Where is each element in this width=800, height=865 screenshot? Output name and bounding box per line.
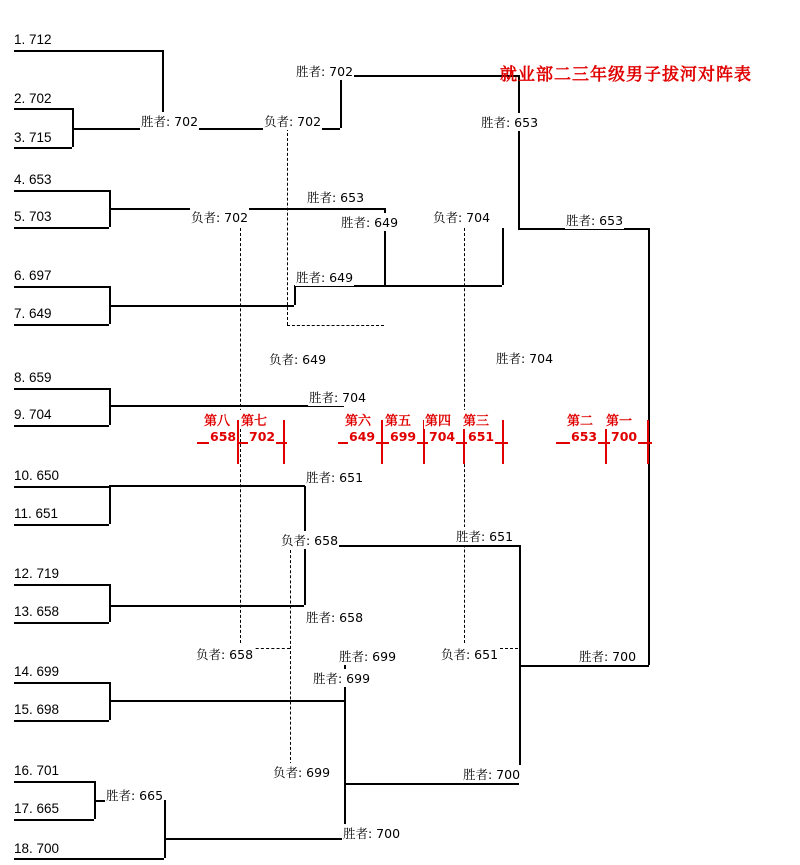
match-result-label: 胜者: 653 (481, 115, 539, 130)
seed-entry: 8. 659 (14, 370, 52, 385)
bracket-line-horizontal (14, 147, 72, 149)
bracket-line-horizontal (14, 720, 109, 722)
match-result-label: 胜者: 649 (296, 270, 354, 285)
seed-entry: 13. 658 (14, 604, 60, 619)
rank-name: 第二 (566, 410, 594, 429)
bracket-line-horizontal (109, 605, 304, 607)
rank-team-number: 649 (349, 429, 376, 444)
seed-entry: 4. 653 (14, 172, 52, 187)
match-result-label: 胜者: 699 (339, 649, 397, 664)
match-result-label: 负者: 658 (281, 533, 339, 548)
seed-entry: 1. 712 (14, 32, 52, 47)
bracket-line-dashed-vertical (290, 545, 291, 765)
bracket-line-vertical (294, 285, 296, 305)
bracket-line-dashed-vertical (240, 228, 241, 648)
match-result-label: 负者: 702 (191, 210, 249, 225)
seed-entry: 17. 665 (14, 801, 60, 816)
match-result-label: 胜者: 651 (306, 470, 364, 485)
seed-entry: 2. 702 (14, 91, 52, 106)
match-result-label: 负者: 649 (269, 352, 327, 367)
bracket-line-horizontal (109, 700, 344, 702)
rank-name: 第八 (203, 410, 231, 429)
bracket-line-horizontal (344, 783, 519, 785)
bracket-line-horizontal (384, 285, 502, 287)
bracket-line-horizontal (340, 75, 518, 77)
seed-entry: 18. 700 (14, 841, 60, 856)
seed-entry: 7. 649 (14, 306, 52, 321)
match-result-label: 负者: 704 (433, 210, 491, 225)
match-result-label: 胜者: 651 (456, 529, 514, 544)
match-result-label: 胜者: 653 (566, 213, 624, 228)
match-result-label: 胜者: 700 (343, 826, 401, 841)
match-result-label: 胜者: 699 (313, 671, 371, 686)
match-result-label: 胜者: 702 (141, 114, 199, 129)
bracket-line-horizontal (14, 108, 72, 110)
seed-entry: 10. 650 (14, 468, 60, 483)
match-result-label: 负者: 651 (441, 647, 499, 662)
bracket-line-horizontal (14, 324, 109, 326)
bracket-line-vertical (304, 545, 306, 605)
bracket-line-horizontal (14, 486, 109, 488)
bracket-line-vertical (519, 545, 521, 665)
rank-team-number: 702 (249, 429, 276, 444)
rank-divider-tick (502, 420, 504, 464)
bracket-line-horizontal (519, 665, 649, 667)
rank-team-number: 658 (210, 429, 237, 444)
bracket-line-horizontal (14, 425, 109, 427)
bracket-line-vertical (72, 108, 74, 147)
bracket-line-vertical (109, 584, 111, 622)
seed-entry: 14. 699 (14, 664, 60, 679)
match-result-label: 胜者: 704 (496, 351, 554, 366)
rank-name: 第五 (384, 410, 412, 429)
match-result-label: 负者: 699 (273, 765, 331, 780)
bracket-line-vertical (109, 190, 111, 227)
bracket-line-horizontal (164, 838, 344, 840)
bracket-line-horizontal (109, 208, 164, 210)
rank-name: 第六 (344, 410, 372, 429)
rank-name: 第一 (605, 410, 633, 429)
bracket-line-vertical (94, 781, 96, 819)
rank-divider-tick (381, 420, 383, 464)
match-result-label: 胜者: 704 (309, 390, 367, 405)
rank-team-number: 700 (611, 429, 638, 444)
bracket-line-vertical (518, 75, 520, 228)
match-result-label: 胜者: 700 (463, 767, 521, 782)
rank-team-number: 651 (468, 429, 495, 444)
match-result-label: 胜者: 649 (341, 215, 399, 230)
rank-name: 第七 (240, 410, 268, 429)
bracket-line-vertical (109, 388, 111, 425)
rank-name: 第四 (424, 410, 452, 429)
bracket-line-horizontal (14, 622, 109, 624)
bracket-line-horizontal (14, 682, 109, 684)
match-result-label: 胜者: 700 (579, 649, 637, 664)
seed-entry: 5. 703 (14, 209, 52, 224)
bracket-line-horizontal (14, 819, 94, 821)
seed-entry: 16. 701 (14, 763, 60, 778)
page-title: 就业部二三年级男子拔河对阵表 (500, 65, 752, 85)
rank-divider-tick (647, 420, 649, 464)
match-result-label: 负者: 658 (196, 647, 254, 662)
rank-team-number: 653 (571, 429, 598, 444)
bracket-line-vertical (109, 682, 111, 720)
match-result-label: 胜者: 653 (307, 190, 365, 205)
bracket-line-vertical (109, 486, 111, 524)
bracket-line-horizontal (14, 524, 109, 526)
rank-name: 第三 (462, 410, 490, 429)
seed-entry: 15. 698 (14, 702, 60, 717)
bracket-line-horizontal (109, 305, 294, 307)
bracket-line-horizontal (14, 227, 109, 229)
rank-divider-tick (283, 420, 285, 464)
bracket-line-horizontal (109, 485, 304, 487)
bracket-line-vertical (109, 286, 111, 324)
bracket-line-horizontal (14, 781, 94, 783)
seed-entry: 9. 704 (14, 407, 52, 422)
bracket-line-horizontal (14, 190, 109, 192)
rank-team-number: 699 (390, 429, 417, 444)
bracket-line-horizontal (14, 286, 109, 288)
bracket-line-dashed-vertical (287, 128, 288, 325)
bracket-line-vertical (502, 228, 504, 285)
rank-divider-tick (237, 420, 239, 464)
bracket-line-horizontal (14, 388, 109, 390)
seed-entry: 3. 715 (14, 130, 52, 145)
match-result-label: 胜者: 665 (106, 788, 164, 803)
bracket-line-horizontal (14, 858, 164, 860)
match-result-label: 负者: 702 (264, 114, 322, 129)
bracket-line-vertical (164, 800, 166, 858)
bracket-line-horizontal (14, 50, 162, 52)
rank-team-number: 704 (429, 429, 456, 444)
bracket-line-vertical (340, 75, 342, 128)
bracket-line-vertical (344, 665, 346, 838)
match-result-label: 胜者: 702 (296, 64, 354, 79)
bracket-line-horizontal (14, 584, 109, 586)
match-result-label: 胜者: 658 (306, 610, 364, 625)
seed-entry: 12. 719 (14, 566, 60, 581)
seed-entry: 6. 697 (14, 268, 52, 283)
bracket-line-dashed-horizontal (287, 325, 384, 326)
seed-entry: 11. 651 (14, 506, 59, 521)
